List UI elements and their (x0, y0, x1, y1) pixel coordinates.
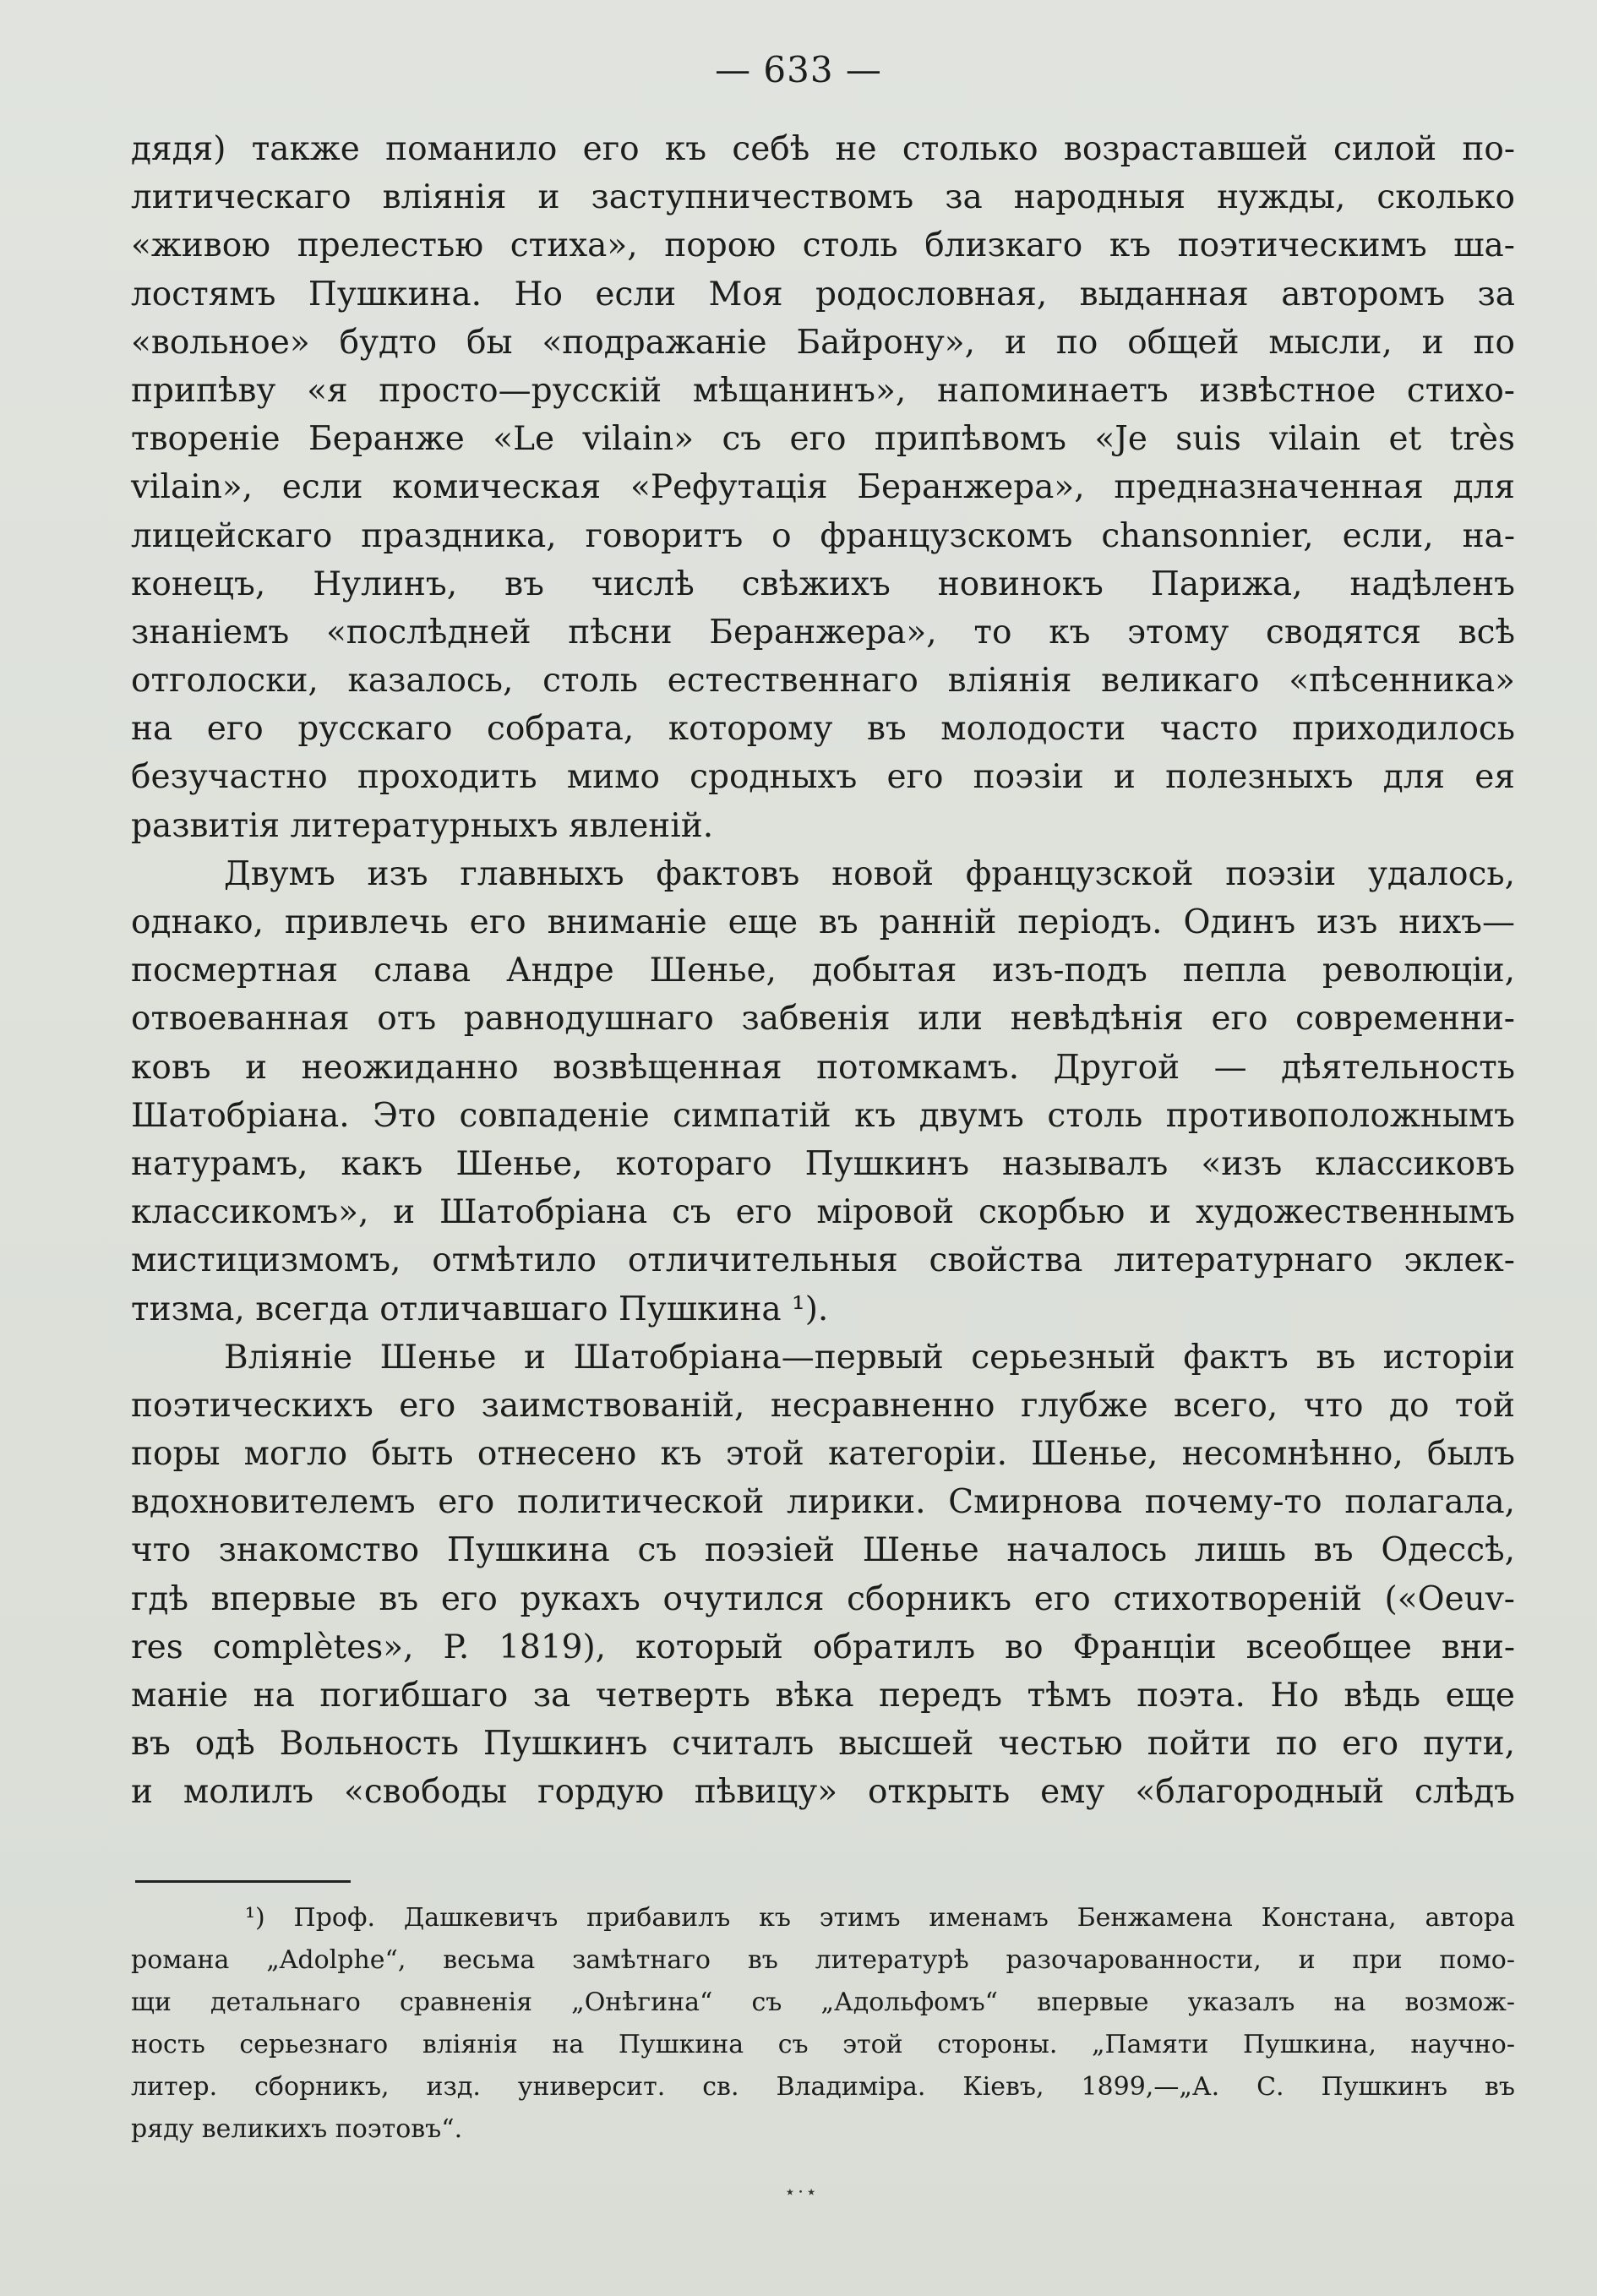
text-line: и молилъ «свободы гордую пѣвицу» открыть ему «благородный слѣдъ (131, 1773, 1515, 1812)
footnote-line: ряду великихъ поэтовъ“. (131, 2114, 463, 2144)
footnote (131, 1897, 1515, 2151)
paragraph-3 (131, 1333, 1515, 1817)
text-line: въ одѣ Вольность Пушкинъ считалъ высшей честью пойти по его пути, (131, 1725, 1515, 1764)
paragraph-2 (131, 850, 1515, 1333)
ornament-mark: ⋆⋅⋆ (784, 2182, 820, 2203)
text-line: однако, привлечь его вниманіе еще въ раннiй періодъ. Одинъ изъ нихъ— (131, 903, 1515, 941)
footnote-line: ¹) Проф. Дашкевичъ прибавилъ къ этимъ именамъ Бенжамена Констана, автора (245, 1903, 1515, 1933)
text-line: мистицизмомъ, отмѣтило отличительныя свойства литературнаго эклек- (131, 1241, 1515, 1280)
text-line: vilain», если комическая «Рефутація Беранжера», предназначенная для (131, 468, 1515, 507)
text-line: лостямъ Пушкина. Но если Моя родословная, выданная авторомъ за (131, 275, 1515, 314)
text-line: ковъ и неожиданно возвѣщенная потомкамъ. Другой — дѣятельность (131, 1048, 1515, 1087)
paragraph-1 (131, 125, 1515, 850)
text-line: дядя) также поманило его къ себѣ не столько возраставшей силой по- (131, 130, 1515, 168)
text-line: гдѣ впервые въ его рукахъ очутился сборникъ его стихотвореній («Oeuv- (131, 1579, 1515, 1618)
text-line: знаніемъ «послѣдней пѣсни Беранжера», то къ этому сводятся всѣ (131, 613, 1515, 652)
text-line: «живою прелестью стиха», порою столь близкаго къ поэтическимъ ша- (131, 226, 1515, 265)
footnote-line: литер. сборникъ, изд. университ. св. Владиміра. Кіевъ, 1899,—„А. С. Пушкинъ въ (131, 2072, 1515, 2102)
text-line: твореніе Беранже «Le vilain» съ его припѣвомъ «Je suis vilain et très (131, 420, 1515, 459)
footnote-divider (135, 1880, 351, 1883)
text-line: поэтическихъ его заимствованій, несравненно глубже всего, что до той (131, 1386, 1515, 1425)
main-text (131, 125, 1515, 1817)
text-line: конецъ, Нулинъ, въ числѣ свѣжихъ новинокъ Парижа, надѣленъ (131, 564, 1515, 603)
text-line: что знакомство Пушкина съ поэзіей Шенье началось лишь въ Одессѣ, (131, 1531, 1515, 1570)
footnote-line: ность серьезнаго вліянія на Пушкина съ этой стороны. „Памяти Пушкина, научно- (131, 2030, 1515, 2059)
text-line: маніе на погибшаго за четверть вѣка передъ тѣмъ поэта. Но вѣдь еще (131, 1677, 1515, 1715)
text-line: отвоеванная отъ равнодушнаго забвенія или невѣдѣнія его современни- (131, 1000, 1515, 1039)
text-line: лицейскаго праздника, говоритъ о французскомъ chansonnier, если, на- (131, 516, 1515, 555)
text-line: Шатобріана. Это совпаденіе симпатій къ двумъ столь противоположнымъ (131, 1096, 1515, 1135)
text-line: тизма, всегда отличавшаго Пушкина ¹). (131, 1290, 829, 1328)
text-line: res complètes», P. 1819), который обратилъ во Франціи всеобщее вни- (131, 1628, 1515, 1666)
text-line: Вліяніе Шенье и Шатобріана—первый серьезный фактъ въ исторіи (224, 1338, 1515, 1377)
text-line: натурамъ, какъ Шенье, котораго Пушкинъ называлъ «изъ классиковъ (131, 1144, 1515, 1183)
page-number: — 633 — (715, 49, 882, 90)
text-line: вдохновителемъ его политической лирики. Смирнова почему-то полагала, (131, 1483, 1515, 1522)
text-line: посмертная слава Андре Шенье, добытая изъ-подъ пепла революціи, (131, 952, 1515, 990)
text-line: развитія литературныхъ явленій. (131, 806, 714, 845)
text-line: безучастно проходить мимо сродныхъ его поэзіи и полезныхъ для ея (131, 758, 1515, 797)
footnote-line: романа „Adolphe“, весьма замѣтнаго въ литературѣ разочарованности, и при помо- (131, 1945, 1515, 1975)
text-line: отголоски, казалось, столь естественнаго вліянія великаго «пѣсенника» (131, 662, 1515, 701)
text-line: припѣву «я просто—русскій мѣщанинъ», напоминаетъ извѣстное стихо- (131, 371, 1515, 410)
footnote-line: щи детальнаго сравненія „Онѣгина“ съ „Адольфомъ“ впервые указалъ на возмож- (131, 1988, 1515, 2017)
text-line: на его русскаго собрата, которому въ молодости часто приходилось (131, 710, 1515, 749)
text-line: «вольное» будто бы «подражаніе Байрону», и по общей мысли, и по (131, 323, 1515, 362)
text-line: классикомъ», и Шатобріана съ его міровой скорбью и художественнымъ (131, 1193, 1515, 1232)
text-line: литическаго вліянія и заступничествомъ за народныя нужды, сколько (131, 178, 1515, 217)
text-line: Двумъ изъ главныхъ фактовъ новой французской поэзіи удалось, (224, 854, 1515, 893)
text-line: поры могло быть отнесено къ этой категоріи. Шенье, несомнѣнно, былъ (131, 1435, 1515, 1474)
